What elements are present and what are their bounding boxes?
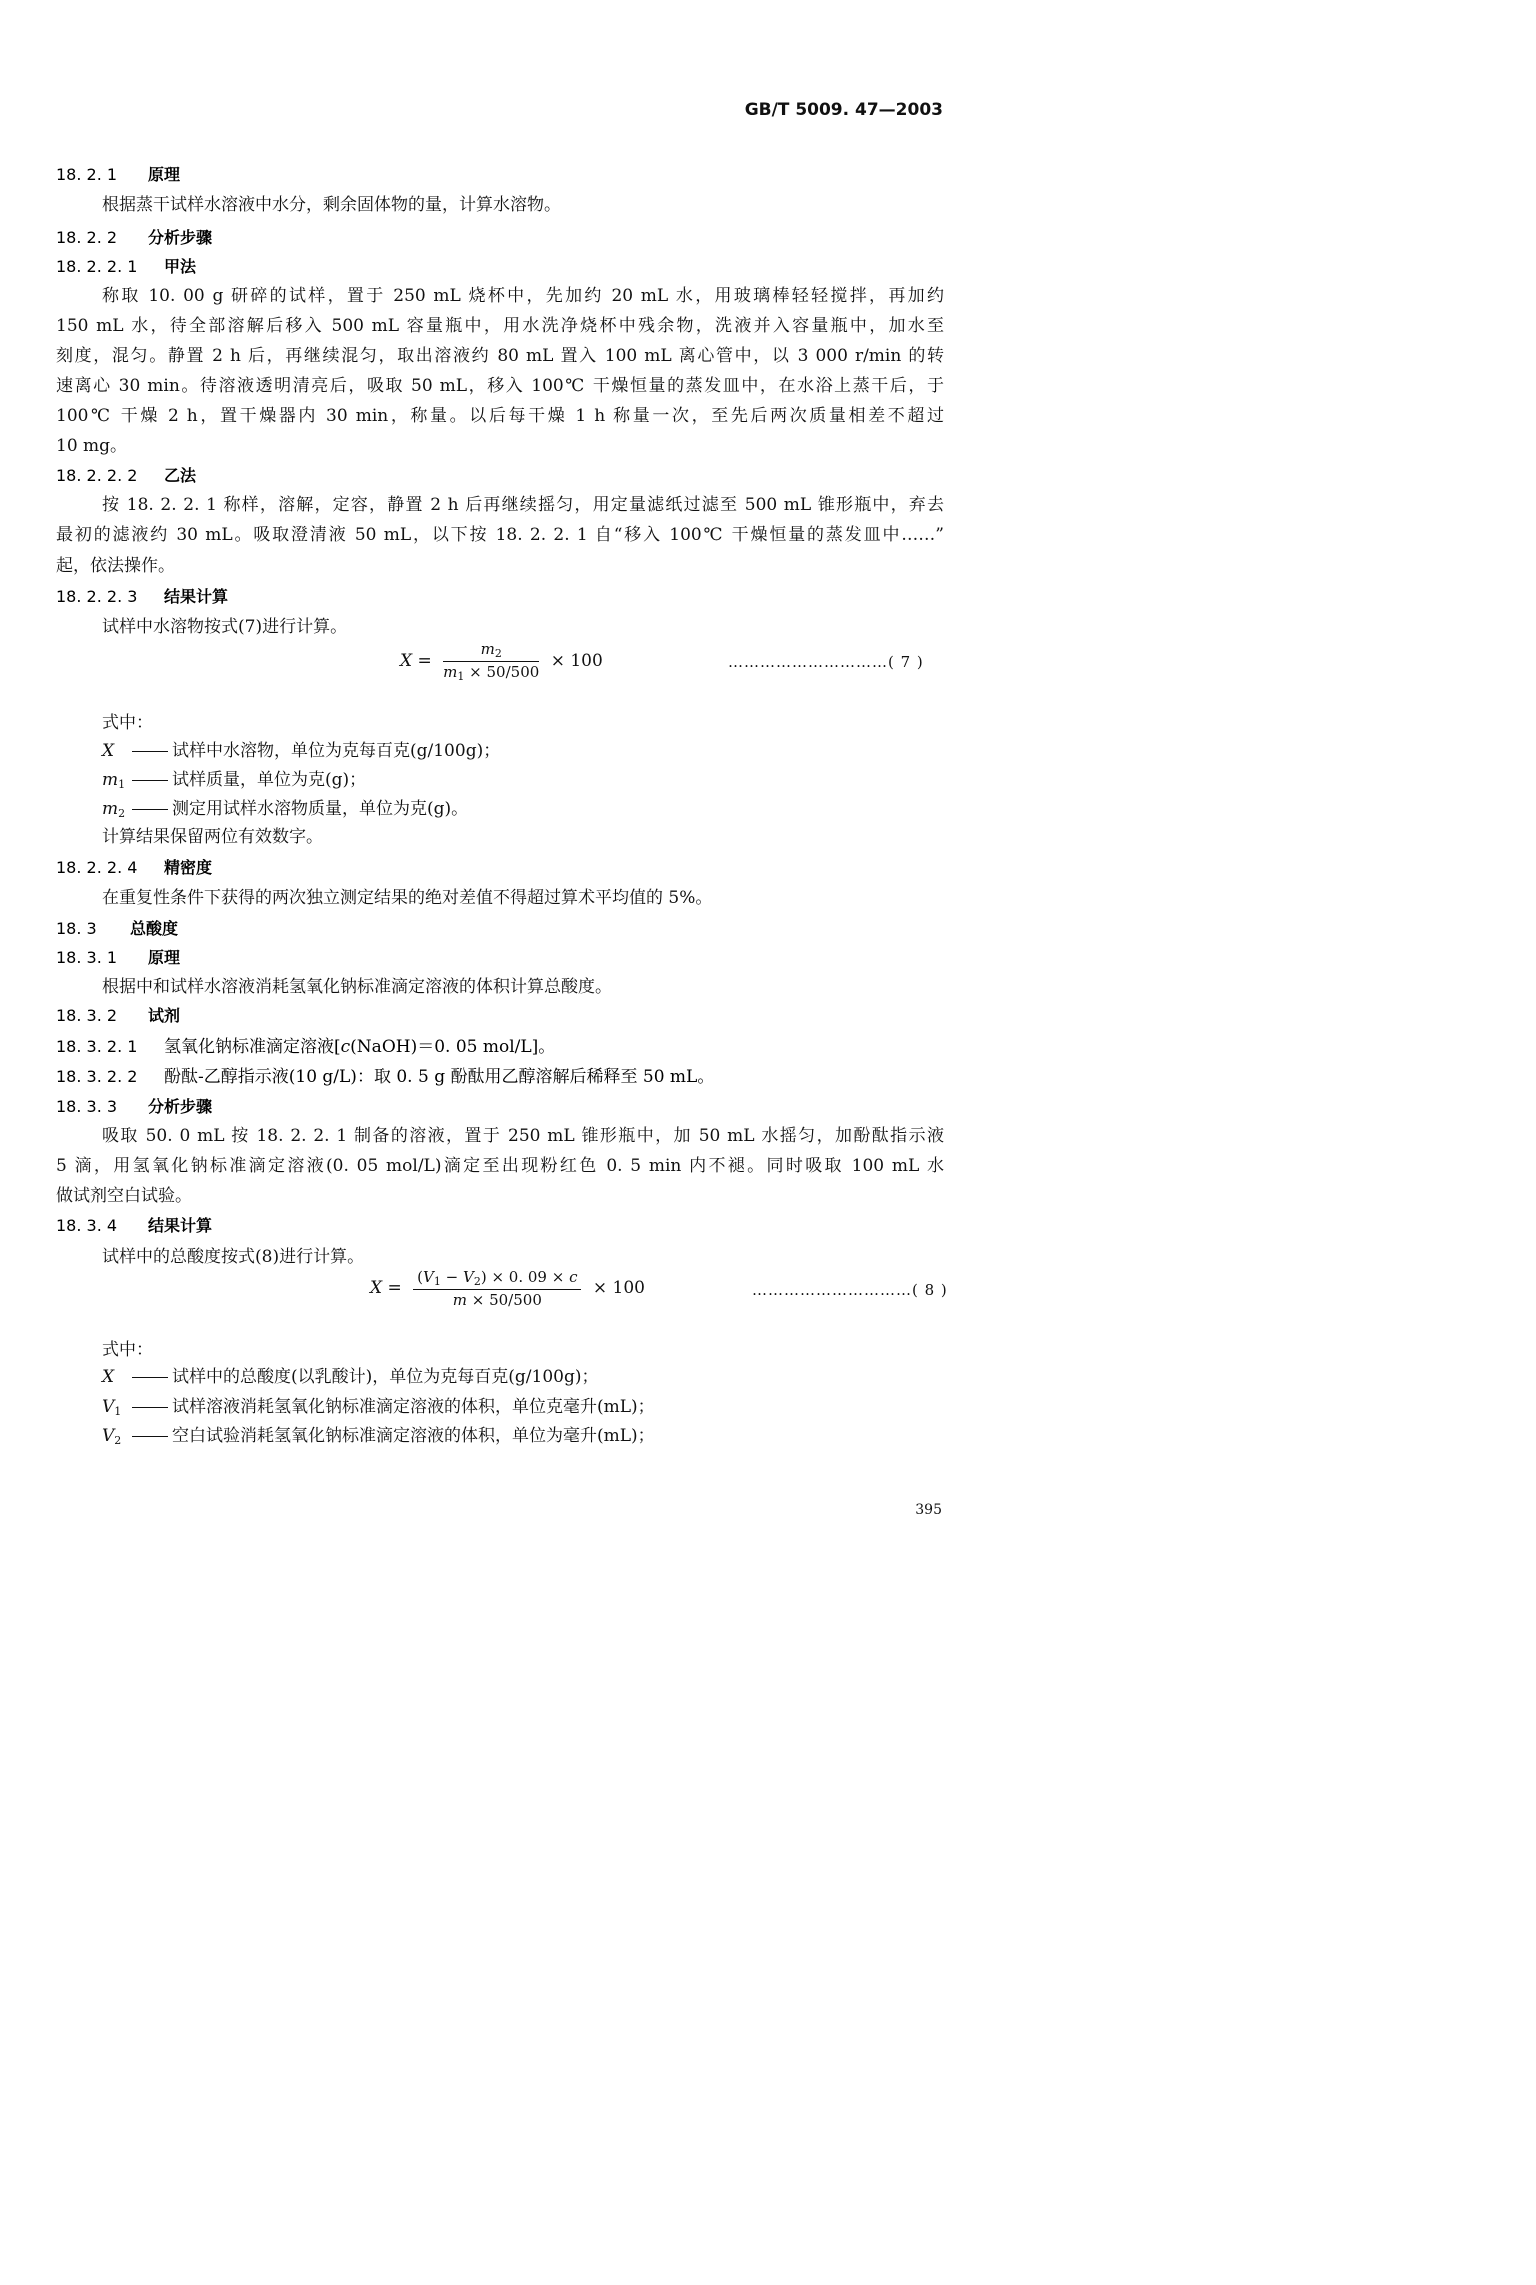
heading-18-2-2-4 — [56, 855, 212, 878]
paragraph-18-2-1: 根据蒸干试样水溶液中水分，剩余固体物的量，计算水溶物。 — [102, 195, 561, 215]
section-number: 18. 2. 2. 1 — [56, 257, 138, 276]
fraction — [443, 640, 539, 683]
heading-18-3-4 — [56, 1213, 212, 1236]
em-dash — [132, 1436, 168, 1437]
heading-18-2-2-2 — [56, 463, 196, 486]
item-18-3-2-1 — [56, 1032, 555, 1057]
variable-definition: $V_1$ 试样溶液消耗氢氧化钠标准滴定溶液的体积，单位克毫升(mL)； — [102, 1397, 655, 1418]
equals-sign: = — [417, 651, 432, 671]
variable-definition: $m_1$ 试样质量，单位为克(g)； — [102, 770, 367, 791]
section-title: 原理 — [148, 165, 181, 184]
paragraph-18-2-2-4: 在重复性条件下获得的两次独立测定结果的绝对差值不得超过算术平均值的 5%。 — [102, 888, 713, 908]
standard-code: GB/T 5009. 47—2003 — [744, 100, 943, 120]
denominator: m × 50/500 — [452, 1291, 542, 1309]
result-note: 计算结果保留两位有效数字。 — [102, 827, 323, 847]
section-title: 原理 — [148, 948, 181, 967]
multiplier: × 100 — [592, 1278, 645, 1298]
paragraph-line: 吸取 50. 0 mL 按 18. 2. 2. 1 制备的溶液，置于 250 mL 锥形瓶中，加 50 mL 水摇匀，加酚酞指示液 — [102, 1126, 944, 1146]
paragraph-line: 最初的滤液约 30 mL。吸取澄清液 50 mL，以下按 18. 2. 2. 1 自“移入 100℃ 干燥恒量的蒸发皿中……” — [56, 525, 944, 545]
section-number: 18. 2. 2. 3 — [56, 587, 138, 606]
em-dash — [132, 1407, 168, 1408]
section-title: 精密度 — [164, 858, 213, 877]
formula-lhs: X — [400, 651, 413, 671]
section-number: 18. 2. 2 — [56, 228, 118, 247]
em-dash — [132, 751, 168, 752]
paragraph-line: 速离心 30 min。待溶液透明清亮后，吸取 50 mL，移入 100℃ 干燥恒量的蒸发皿中，在水浴上蒸干后，于 — [56, 376, 944, 396]
equation-number: …………………………( 7 ) — [728, 653, 924, 671]
variable-definition: $m_2$ 测定用试样水溶物质量，单位为克(g)。 — [102, 799, 469, 820]
paragraph-line: 称取 10. 00 g 研碎的试样，置于 250 mL 烧杯中，先加约 20 mL 水，用玻璃棒轻轻搅拌，再加约 — [102, 286, 945, 306]
section-number: 18. 3 — [56, 919, 97, 938]
denominator: $m_1 \times 50/500$ — [443, 663, 540, 683]
heading-18-3 — [56, 916, 178, 939]
heading-18-2-1 — [56, 162, 180, 185]
heading-18-2-2 — [56, 225, 212, 248]
paragraph-line: 按 18. 2. 2. 1 称样，溶解，定容，静置 2 h 后再继续摇匀，用定量滤纸过滤至 500 mL 锥形瓶中，弃去 — [102, 495, 944, 515]
formula-lhs: X — [370, 1278, 383, 1298]
formula-8 — [370, 1268, 645, 1309]
paragraph-18-3-1: 根据中和试样水溶液消耗氢氧化钠标准滴定溶液的体积计算总酸度。 — [102, 977, 612, 997]
section-title: 分析步骤 — [148, 1097, 213, 1116]
section-title: 结果计算 — [148, 1216, 213, 1235]
section-title: 试剂 — [148, 1006, 181, 1025]
section-title: 乙法 — [164, 466, 197, 485]
numerator: $m_2$ — [443, 640, 539, 662]
section-number: 18. 2. 2. 4 — [56, 858, 138, 877]
section-title: 甲法 — [164, 257, 197, 276]
heading-18-3-2 — [56, 1003, 180, 1026]
formula-intro: 试样中的总酸度按式(8)进行计算。 — [102, 1247, 365, 1267]
heading-18-2-2-3 — [56, 584, 228, 607]
reagent-text: 氢氧化钠标准滴定溶液[c(NaOH)＝0. 05 mol/L]。 — [164, 1037, 556, 1057]
paragraph-line: 刻度，混匀。静置 2 h 后，再继续混匀，取出溶液约 80 mL 置入 100 mL 离心管中，以 3 000 r/min 的转 — [56, 346, 944, 366]
paragraph-line: 150 mL 水，待全部溶解后移入 500 mL 容量瓶中，用水洗净烧杯中残余物，洗液并入容量瓶中，加水至 — [56, 316, 944, 336]
variable-definition: $V_2$ 空白试验消耗氢氧化钠标准滴定溶液的体积，单位为毫升(mL)； — [102, 1426, 655, 1447]
paragraph-line: 10 mg。 — [56, 436, 128, 456]
equation-number: …………………………( 8 ) — [752, 1281, 948, 1299]
em-dash — [132, 809, 168, 810]
heading-18-2-2-1 — [56, 254, 196, 277]
section-number: 18. 3. 1 — [56, 948, 118, 967]
formula-7 — [400, 640, 603, 683]
section-number: 18. 3. 2 — [56, 1006, 118, 1025]
where-label: 式中： — [102, 1340, 153, 1360]
equals-sign: = — [387, 1278, 402, 1298]
section-number: 18. 3. 3 — [56, 1097, 118, 1116]
section-number: 18. 3. 2. 1 — [56, 1037, 138, 1056]
formula-intro: 试样中水溶物按式(7)进行计算。 — [102, 617, 348, 637]
reagent-text: 酚酞-乙醇指示液(10 g/L)：取 0. 5 g 酚酞用乙醇溶解后稀释至 50 mL。 — [164, 1067, 715, 1087]
paragraph-line: 5 滴，用氢氧化钠标准滴定溶液(0. 05 mol/L)滴定至出现粉红色 0. 5 min 内不褪。同时吸取 100 mL 水 — [56, 1156, 944, 1176]
em-dash — [132, 1377, 168, 1378]
variable-definition: X 试样中水溶物，单位为克每百克(g/100g)； — [102, 741, 501, 761]
paragraph-line: 做试剂空白试验。 — [56, 1186, 192, 1206]
numerator: $(V_1 - V_2) \times 0$. 09 × c — [413, 1268, 581, 1290]
section-number: 18. 3. 4 — [56, 1216, 118, 1235]
section-number: 18. 2. 2. 2 — [56, 466, 138, 485]
item-18-3-2-2 — [56, 1062, 714, 1087]
paragraph-line: 起，依法操作。 — [56, 556, 175, 576]
heading-18-3-1 — [56, 945, 180, 968]
section-number: 18. 2. 1 — [56, 165, 118, 184]
variable-definition: X 试样中的总酸度(以乳酸计)，单位为克每百克(g/100g)； — [102, 1367, 599, 1387]
section-number: 18. 3. 2. 2 — [56, 1067, 138, 1086]
multiplier: × 100 — [550, 651, 603, 671]
section-title: 结果计算 — [164, 587, 229, 606]
em-dash — [132, 780, 168, 781]
paragraph-line: 100℃ 干燥 2 h，置干燥器内 30 min，称量。以后每干燥 1 h 称量一次，至先后两次质量相差不超过 — [56, 406, 944, 426]
page-number: 395 — [915, 1502, 942, 1518]
heading-18-3-3 — [56, 1094, 212, 1117]
document-page — [0, 0, 1046, 1552]
section-title: 总酸度 — [130, 919, 179, 938]
section-title: 分析步骤 — [148, 228, 213, 247]
where-label: 式中： — [102, 713, 153, 733]
fraction — [413, 1268, 581, 1309]
